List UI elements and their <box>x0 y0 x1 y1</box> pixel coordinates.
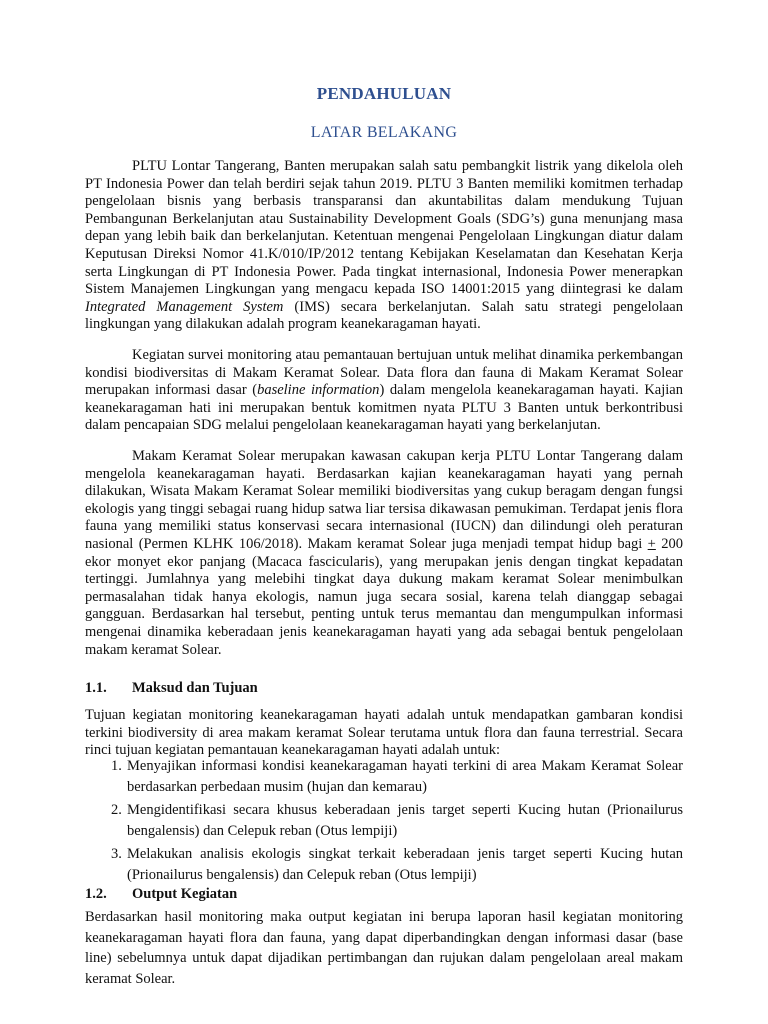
list-text: Menyajikan informasi kondisi keanekaragaman hayati terkini di area Makam Keramat Solear berdasarkan perbedaan musim (hujan dan kemarau) <box>127 758 683 795</box>
italic-term: baseline information <box>257 382 380 399</box>
paragraph-3 <box>85 448 683 659</box>
paragraph-text: ) dalam mengelola keanekaragaman hayati. Kajian keanekaragaman hati ini merupakan bentuk komitmen nyata PLTU 3 Banten untuk berkontribusi dalam pencapaian SDG melalui pengelolaan keanekaragaman hayati yang berkelanjutan. <box>85 382 683 434</box>
list-text: Mengidentifikasi secara khusus keberadaan jenis target seperti Kucing hutan (Prionailurus bengalensis) dan Celepuk reban (Otus lempiji) <box>127 802 683 839</box>
heading-number: 1.1. <box>85 680 107 696</box>
list-item <box>85 844 683 885</box>
list-number: 3. <box>111 846 122 862</box>
italic-term: Integrated Management System <box>85 298 284 315</box>
list-text: Melakukan analisis ekologis singkat terkait keberadaan jenis target seperti Kucing hutan (Prionailurus bengalensis) dan Celepuk reban (Otus lempiji) <box>127 846 683 883</box>
list-item <box>85 756 683 797</box>
plus-minus-symbol: + <box>647 535 656 552</box>
heading-output-kegiatan <box>85 886 237 903</box>
paragraph-text: Makam Keramat Solear merupakan kawasan cakupan kerja PLTU Lontar Tangerang dalam mengelola keanekaragaman hayati. Berdasarkan kajian keanekaragaman hayati yang pernah dilakukan, Wisata Makam Keramat Solear memiliki biodiversitas yang cukup beragam dengan fungsi ekologis yang tinggi sebagai ruang hidup satwa liar tersisa dikawasan pemukiman. Terdapat jenis flora fauna yang memiliki status konservasi secara internasional (IUCN) dan dilindungi oleh peraturan nasional (Permen KLHK 106/2018). Makam keramat Solear juga menjadi tempat hidup bagi <box>85 448 683 552</box>
heading-text: Output Kegiatan <box>132 886 238 902</box>
paragraph-2 <box>85 347 683 435</box>
paragraph-1 <box>85 158 683 334</box>
list-number: 2. <box>111 802 122 818</box>
list-number: 1. <box>111 758 122 774</box>
heading-number: 1.2. <box>85 886 107 902</box>
heading-text: Maksud dan Tujuan <box>132 680 258 696</box>
paragraph-text: Kegiatan survei monitoring atau pemantauan bertujuan untuk melihat dinamika perkembangan kondisi biodiversitas di Makam Keramat Solear. Data flora dan fauna di Makam Keramat Solear merupakan informasi dasar ( <box>85 347 683 399</box>
page-title: PENDAHULUAN <box>316 84 452 103</box>
tujuan-list <box>85 756 683 888</box>
paragraph-text: PLTU Lontar Tangerang, Banten merupakan salah satu pembangkit listrik yang dikelola oleh PT Indonesia Power dan telah berdiri sejak tahun 2019. PLTU 3 Banten memiliki komitmen terhadap pengelolaan bisnis yang berbasis transparansi dan akuntabilitas dalam mendukung Tujuan Pembangunan Berkelanjutan atau Sustainability Development Goals (SDG’s) guna menunjang masa depan yang lebih baik dan berkelanjutan. Ketentuan mengenai Pengelolaan Lingkungan diatur dalam Keputusan Direksi Nomor 41.K/010/IP/2012 tentang Kebijakan Keselamatan dan Kesehatan Kerja serta Lingkungan di PT Indonesia Power. Pada tingkat internasional, Indonesia Power menerapkan Sistem Manajemen Lingkungan yang mengacu kepada ISO 14001:2015 yang diintegrasi ke dalam <box>85 158 683 298</box>
paragraph-tujuan: Tujuan kegiatan monitoring keanekaragaman hayati adalah untuk mendapatkan gambaran kondisi terkini biodiversity di area makam keramat Solear terutama untuk flora dan fauna terrestrial. Secara rinci tujuan kegiatan pemantauan keanekaragaman hayati adalah untuk: <box>85 707 683 759</box>
paragraph-text: (IMS) secara berkelanjutan. Salah satu strategi pengelolaan lingkungan yang dilakukan adalah program keanekaragaman hayati. <box>85 298 683 333</box>
paragraph-output: Berdasarkan hasil monitoring maka output kegiatan ini berupa laporan hasil kegiatan monitoring keanekaragaman hayati flora dan fauna, yang dapat diperbandingkan dengan informasi dasar (base line) sebelumnya untuk dapat dijadikan pertimbangan dan rujukan dalam pengelolaan areal makam keramat Solear. <box>85 909 683 987</box>
section-subtitle: LATAR BELAKANG <box>310 124 458 141</box>
list-item <box>85 800 683 841</box>
heading-maksud-tujuan <box>85 680 258 697</box>
paragraph-text: 200 ekor monyet ekor panjang (Macaca fascicularis), yang merupakan jenis dengan tingkat kepadatan tertinggi. Jumlahnya yang melebihi tingkat daya dukung makam keramat Solear menimbulkan permasalahan tidak hanya ekologis, namun juga secara sosial, karena telah dianggap sebagai gangguan. Berdasarkan hal tersebut, penting untuk terus memantau dan mengumpulkan informasi mengenai dinamika keberadaan jenis keanekaragaman hayati yang ada sebagai bentuk pengelolaan makam keramat Solear. <box>85 535 683 658</box>
